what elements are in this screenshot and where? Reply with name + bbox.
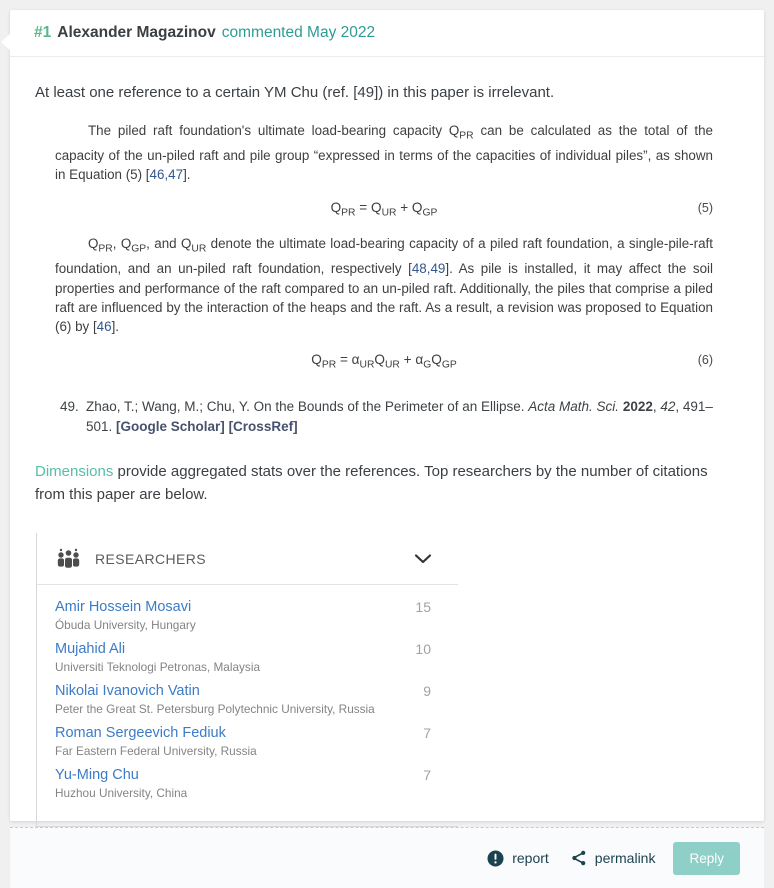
- researcher-info: [55, 724, 423, 759]
- excerpt-paragraph-2: $Q_{PR}$, $Q_{GP}$, and $Q_{UR}$ denote the ultimate load-bearing capacity of a piled raft foundation, a single-pile-raft foundation, and an un-piled raft foundation, respectively [48,49]. As pile is installed, it may affect the soil properties and performance of the raft compared to an un-piled raft. Additionally, the piles that comprise a piled raft are influenced by the interaction of the heaps and the raft. As a result, a revision was proposed to Equation (6) by [46].: [55, 236, 713, 335]
- researcher-name-link[interactable]: Amir Hossein Mosavi: [55, 599, 192, 616]
- chevron-down-icon[interactable]: [414, 554, 432, 564]
- researcher-info: [55, 598, 415, 633]
- comment-timestamp-link[interactable]: commented May 2022: [221, 24, 376, 41]
- reference-number: 49.: [60, 399, 79, 415]
- researcher-info: [55, 640, 415, 675]
- dimensions-paragraph: [35, 461, 741, 506]
- researchers-panel-header[interactable]: [37, 533, 458, 585]
- comment-number: #1: [34, 24, 52, 41]
- researcher-row: [55, 724, 431, 759]
- equation-5-body: $Q_{PR} = Q_{UR} + Q_{GP}$: [330, 199, 438, 219]
- researchers-panel: [36, 533, 458, 827]
- report-action[interactable]: [487, 850, 549, 867]
- comment-body: [10, 57, 764, 827]
- researcher-affiliation: Peter the Great St. Petersburg Polytechnic University, Russia: [55, 702, 375, 717]
- researcher-affiliation: Óbuda University, Hungary: [55, 618, 196, 633]
- researcher-info: [55, 682, 423, 717]
- researcher-info: [55, 766, 423, 801]
- dimensions-text: provide aggregated stats over the references. Top researchers by the number of citations from this paper are below.: [35, 463, 708, 503]
- researcher-citation-count: 15: [415, 599, 431, 616]
- reference-49: [60, 397, 720, 436]
- excerpt-paragraph-1: The piled raft foundation's ultimate load-bearing capacity $Q_{PR}$ can be calculated as the total of the capacity of the un-piled raft and pile group “expressed in terms of the capacities of individual piles”, as shown in Equation (5) [46,47].: [55, 123, 713, 183]
- equation-5: [55, 200, 713, 219]
- researcher-name-link[interactable]: Roman Sergeevich Fediuk: [55, 725, 226, 742]
- report-label: report: [512, 850, 549, 867]
- equation-6-body: $Q_{PR} = \alpha_{UR}Q_{UR} + \alpha_GQ_{GP}$: [311, 351, 457, 371]
- people-group-icon: [55, 547, 82, 571]
- researchers-list: [37, 585, 458, 826]
- researcher-row: [55, 766, 431, 801]
- researcher-affiliation: Huzhou University, China: [55, 786, 188, 801]
- dimensions-link[interactable]: Dimensions: [35, 463, 114, 481]
- permalink-label: permalink: [594, 850, 656, 867]
- researcher-name-link[interactable]: Nikolai Ivanovich Vatin: [55, 683, 200, 700]
- researcher-affiliation: Universiti Teknologi Petronas, Malaysia: [55, 660, 261, 675]
- comment-card-tail: [1, 33, 11, 51]
- permalink-action[interactable]: [571, 850, 656, 866]
- report-icon: [487, 850, 504, 867]
- equation-6: [55, 352, 713, 371]
- comment-author-link[interactable]: Alexander Magazinov: [57, 24, 216, 41]
- reply-button[interactable]: Reply: [673, 842, 740, 875]
- researcher-citation-count: 7: [423, 767, 431, 784]
- equation-5-number: (5): [697, 200, 713, 215]
- comment-card: [10, 10, 764, 867]
- researcher-name-link[interactable]: Mujahid Ali: [55, 641, 126, 658]
- researchers-panel-title: RESEARCHERS: [95, 550, 206, 567]
- reference-citation: Zhao, T.; Wang, M.; Chu, Y. On the Bounds of the Perimeter of an Ellipse. Acta Math. Sci. 2022, 42, 491–501. [Google Scholar] [CrossRef]: [86, 399, 713, 434]
- researcher-citation-count: 9: [423, 683, 431, 700]
- researcher-row: [55, 640, 431, 675]
- researcher-row: [55, 682, 431, 717]
- researcher-affiliation: Far Eastern Federal University, Russia: [55, 744, 257, 759]
- share-icon: [571, 850, 587, 866]
- researcher-citation-count: 7: [423, 725, 431, 742]
- comment-header: [10, 10, 764, 57]
- paper-excerpt: [55, 121, 713, 370]
- comment-footer: [10, 827, 764, 888]
- comment-intro-text: At least one reference to a certain YM Chu (ref. [49]) in this paper is irrelevant.: [35, 84, 555, 101]
- equation-6-number: (6): [697, 352, 713, 367]
- researcher-name-link[interactable]: Yu-Ming Chu: [55, 767, 139, 784]
- researcher-row: [55, 598, 431, 633]
- researcher-citation-count: 10: [415, 641, 431, 658]
